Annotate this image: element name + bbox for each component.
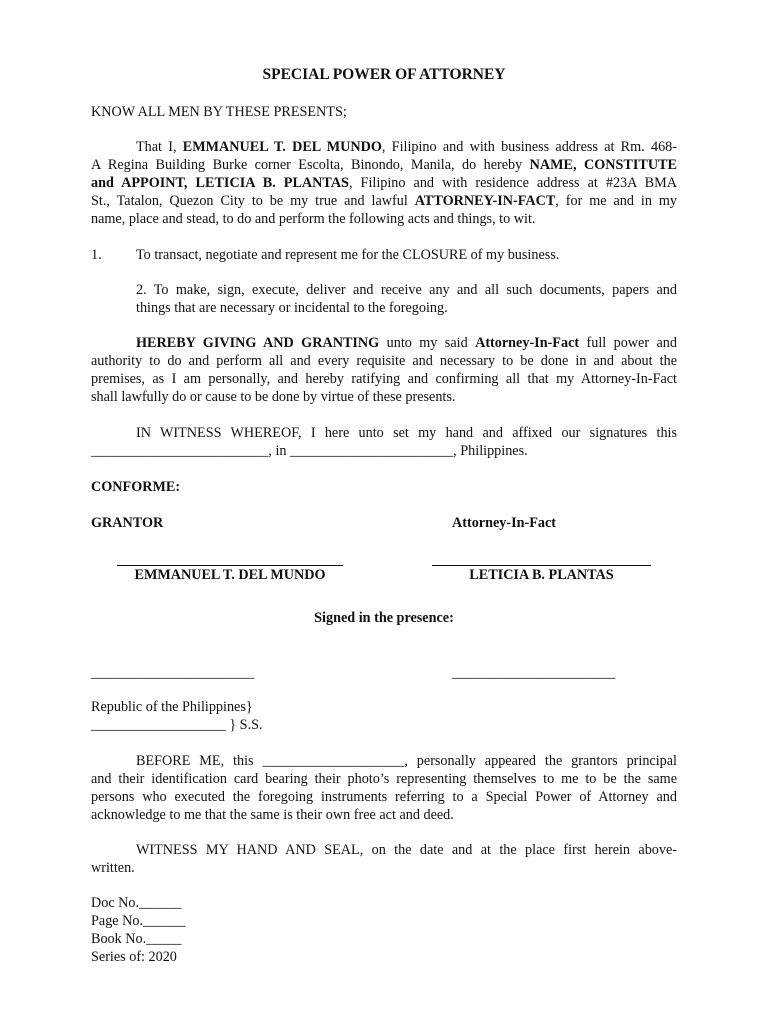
- ss-line: ___________________ } S.S.: [91, 717, 263, 733]
- item1-text: To transact, negotiate and represent me for the CLOSURE of my business.: [136, 247, 560, 263]
- text: unto my said: [379, 335, 476, 351]
- grantor-label: GRANTOR: [91, 515, 164, 531]
- signed-presence-label: Signed in the presence:: [314, 610, 454, 626]
- witness1-line: _______________________: [91, 665, 255, 681]
- para2-line2: authority to do and perform all and every requisite and necessary to be done in and about the: [91, 353, 677, 369]
- attorney-label: Attorney-In-Fact: [452, 515, 557, 531]
- item2-line2: things that are necessary or incidental to the foregoing.: [136, 300, 448, 316]
- text: full power and: [579, 335, 677, 351]
- para2-line4: shall lawfully do or cause to be done by virtue of these presents.: [91, 389, 456, 405]
- know-all-heading: KNOW ALL MEN BY THESE PRESENTS;: [91, 104, 347, 120]
- witness2-line: _______________________: [452, 665, 616, 681]
- republic-label: Republic of the Philippines}: [91, 699, 253, 715]
- attorney-name: LETICIA B. PLANTAS: [469, 567, 614, 583]
- text: , Filipino and with residence address at #23A BMA: [348, 175, 677, 191]
- book-no: Book No._____: [91, 931, 182, 947]
- para4-line3: persons who executed the foregoing instruments referring to a Special Power of Attorney and: [91, 789, 677, 805]
- para3-line2: _________________________, in _______________________, Philippines.: [91, 443, 528, 459]
- para2-line3: premises, as I am personally, and hereby ratifying and confirming all that my Attorney-In-Fact: [91, 371, 677, 387]
- bold-text: ATTORNEY-IN-FACT: [414, 193, 556, 209]
- bold-text: HEREBY GIVING AND GRANTING: [136, 335, 380, 351]
- para2-line1: [136, 334, 677, 352]
- text: , for me and in my: [555, 193, 677, 209]
- page-no: Page No.______: [91, 913, 186, 929]
- grantor-name: EMMANUEL T. DEL MUNDO: [134, 567, 326, 583]
- para1-line2: [91, 156, 677, 174]
- para1-line3: [91, 174, 677, 192]
- grantor-signature-line: [117, 565, 343, 566]
- doc-no: Doc No.______: [91, 895, 182, 911]
- para1-line1: [136, 138, 677, 156]
- para1-line4: [91, 192, 677, 210]
- grantor-name-inline: EMMANUEL T. DEL MUNDO: [182, 139, 382, 155]
- conforme-label: CONFORME:: [91, 479, 181, 495]
- para1-line5: name, place and stead, to do and perform the following acts and things, to wit.: [91, 211, 536, 227]
- document-title: SPECIAL POWER OF ATTORNEY: [262, 66, 506, 83]
- bold-text: Attorney-In-Fact: [475, 335, 580, 351]
- para4-line4: acknowledge to me that the same is their own free act and deed.: [91, 807, 454, 823]
- para4-line1: BEFORE ME, this ____________________, personally appeared the grantors principal: [136, 753, 677, 769]
- para5-line1: WITNESS MY HAND AND SEAL, on the date and at the place first herein above-: [136, 842, 677, 858]
- item2-line1: 2. To make, sign, execute, deliver and receive any and all such documents, papers and: [136, 282, 677, 298]
- text: St., Tatalon, Quezon City to be my true and lawful: [91, 193, 415, 209]
- para4-line2: and their identification card bearing their photo’s representing themselves to me to be the same: [91, 771, 677, 787]
- item1-number: 1.: [91, 247, 102, 263]
- text: , Filipino and with business address at Rm. 468-: [381, 139, 677, 155]
- attorney-signature-line: [432, 565, 651, 566]
- bold-text: and APPOINT, LETICIA B. PLANTAS: [91, 175, 349, 191]
- para3-line1: IN WITNESS WHEREOF, I here unto set my hand and affixed our signatures this: [136, 425, 677, 441]
- text: That I,: [136, 139, 183, 155]
- bold-text: NAME, CONSTITUTE: [529, 157, 677, 173]
- para5-line2: written.: [91, 860, 135, 876]
- text: A Regina Building Burke corner Escolta, Binondo, Manila, do hereby: [91, 157, 530, 173]
- series: Series of: 2020: [91, 949, 177, 965]
